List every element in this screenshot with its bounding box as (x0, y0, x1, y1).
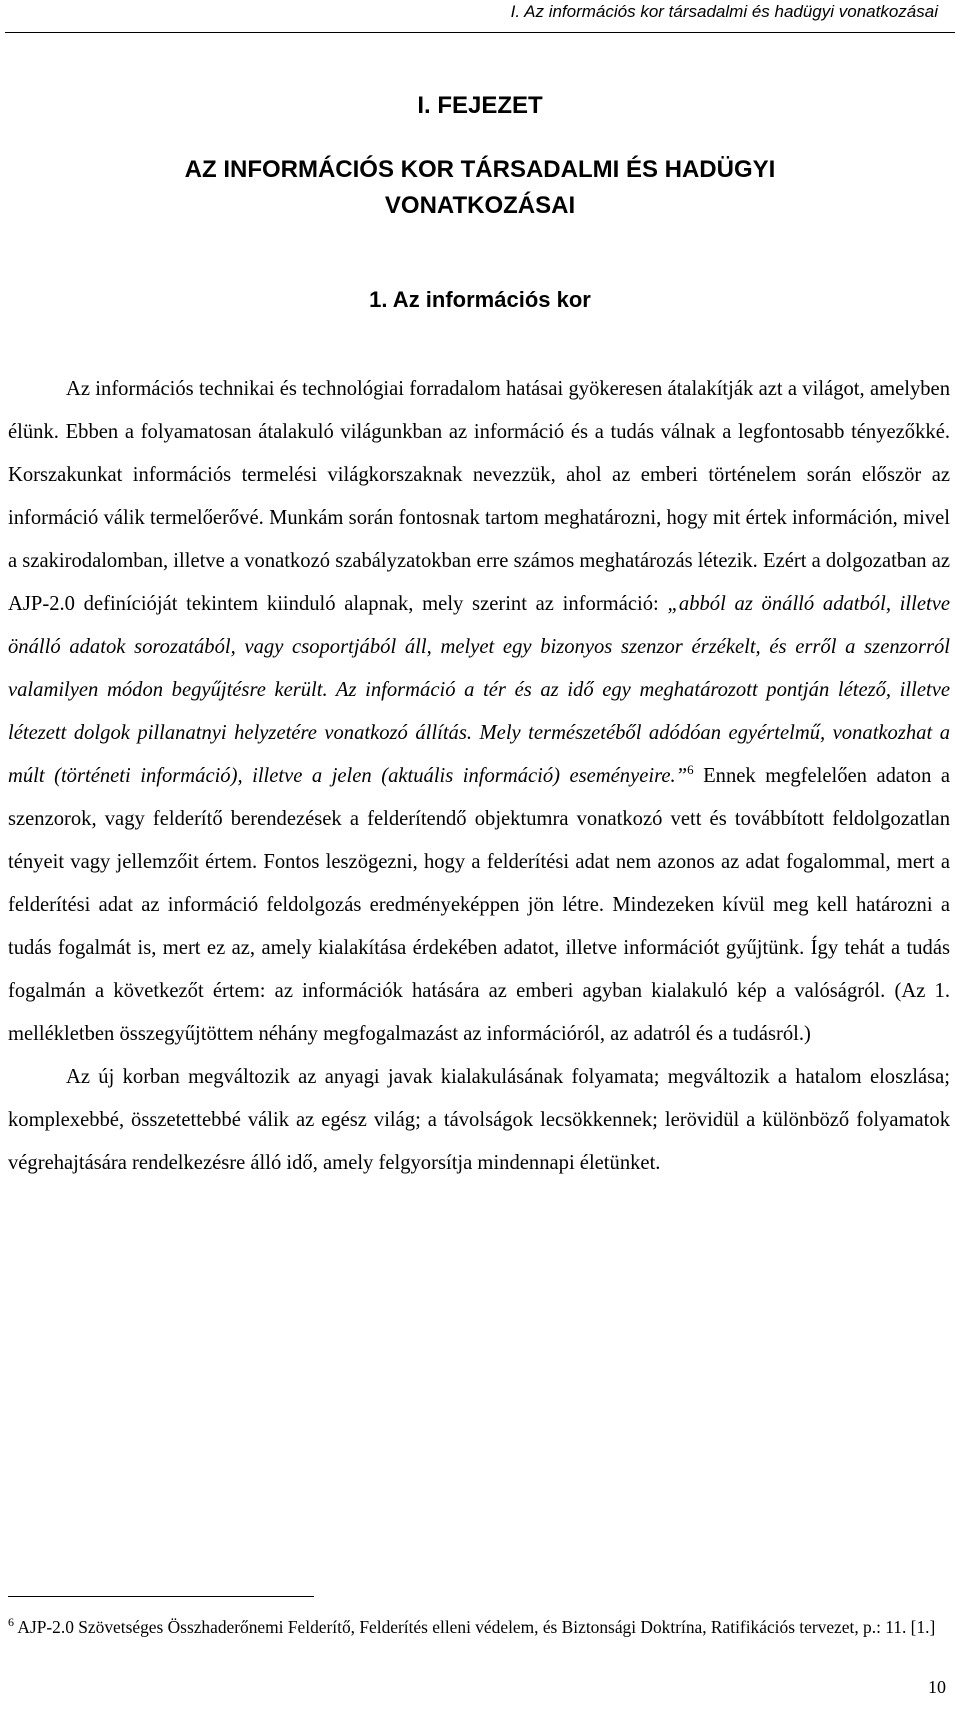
paragraph-1-part-d: Ennek megfelelően adaton a szenzorok, vagy felderítő berendezések a felderítendő objektumra vonatkozó vett és továbbított feldolgozatlan tényeit vagy jellemzőit értem. Fontos leszögezni, hogy a felderítési adat nem azonos az adat fogalommal, mert a felderítési adat az információ feldolgozás eredményeképpen jön létre. Mindezeken kívül meg kell határozni a tudás fogalmát is, mert ez az, amely kialakítása érdekében adatot, illetve információt gyűjtünk. Így tehát a tudás fogalmán a következőt értem: az információk hatására az emberi agyban kialakuló kép a valóságról. (Az 1. mellékletben összegyűjtöttem néhány megfogalmazást az információról, az adatról és a tudásról.) (8, 765, 950, 1045)
paragraph-1-definition-quote: „abból az önálló adatból, illetve önálló adatok sorozatából, vagy csoportjából áll, melyet egy bizonyos szenzor érzékelt, és erről a szenzorról valamilyen módon begyűjtésre került. Az információ a tér és az idő egy meghatározott pontján létező, illetve létezett dolgok pillanatnyi helyzetére vonatkozó állítás. Mely természetéből adódóan egyértelmű, vonatkozhat a múlt (történeti információ), illetve a jelen (aktuális információ) eseményeire.” (8, 593, 950, 787)
paragraph-2: Az új korban megváltozik az anyagi javak kialakulásának folyamata; megváltozik a hatalom eloszlása; komplexebbé, összetettebbé válik az egész világ; a távolságok lecsökkennek; lerövidül a különböző folyamatok végrehajtására rendelkezésre álló idő, amely felgyorsítja mindennapi életünket. (8, 1066, 950, 1174)
chapter-title-text: AZ INFORMÁCIÓS KOR TÁRSADALMI ÉS HADÜGYI VONATKOZÁSAI (184, 156, 776, 219)
page-number: 10 (928, 1677, 946, 1697)
footnote-number: 6 (8, 1615, 14, 1630)
paragraph-1-part-b: Korszakunkat információs termelési világkorszaknak nevezzük, ahol az emberi történelem során először az információ válik termelőerővé. (8, 464, 950, 529)
body-text (8, 368, 950, 1185)
paragraph-1-part-a: Az információs technikai és technológiai forradalom hatásai gyökeresen átalakítják azt a világot, amelyben élünk. Ebben a folyamatosan átalakuló világunkban az információ és a tudás válnak a legfontosabb tényezőkké. (8, 378, 950, 443)
running-header: I. Az információs kor társadalmi és hadügyi vonatkozásai (510, 2, 938, 21)
header-rule (5, 32, 955, 33)
paragraph-1 (8, 368, 950, 1056)
footnote-text: AJP-2.0 Szövetséges Összhaderőnemi Felderítő, Felderítés elleni védelem, és Biztonsági Doktrína, Ratifikációs tervezet, p.: 11. [1.] (14, 1617, 936, 1637)
paragraph-1-part-c: Munkám során fontosnak tartom meghatározni, hogy mit értek információn, mivel a szakirodalomban, illetve a vonatkozó szabályzatokban erre számos meghatározás létezik. Ezért a dolgozatban az AJP-2.0 definícióját tekintem kiinduló alapnak, mely szerint az információ: (8, 507, 950, 615)
section-title: 1. Az információs kor (369, 287, 591, 312)
chapter-title (0, 152, 960, 224)
footnote (8, 1615, 952, 1640)
footnote-reference: 6 (687, 762, 694, 778)
footnote-rule (8, 1596, 314, 1597)
chapter-number: I. FEJEZET (417, 92, 543, 119)
